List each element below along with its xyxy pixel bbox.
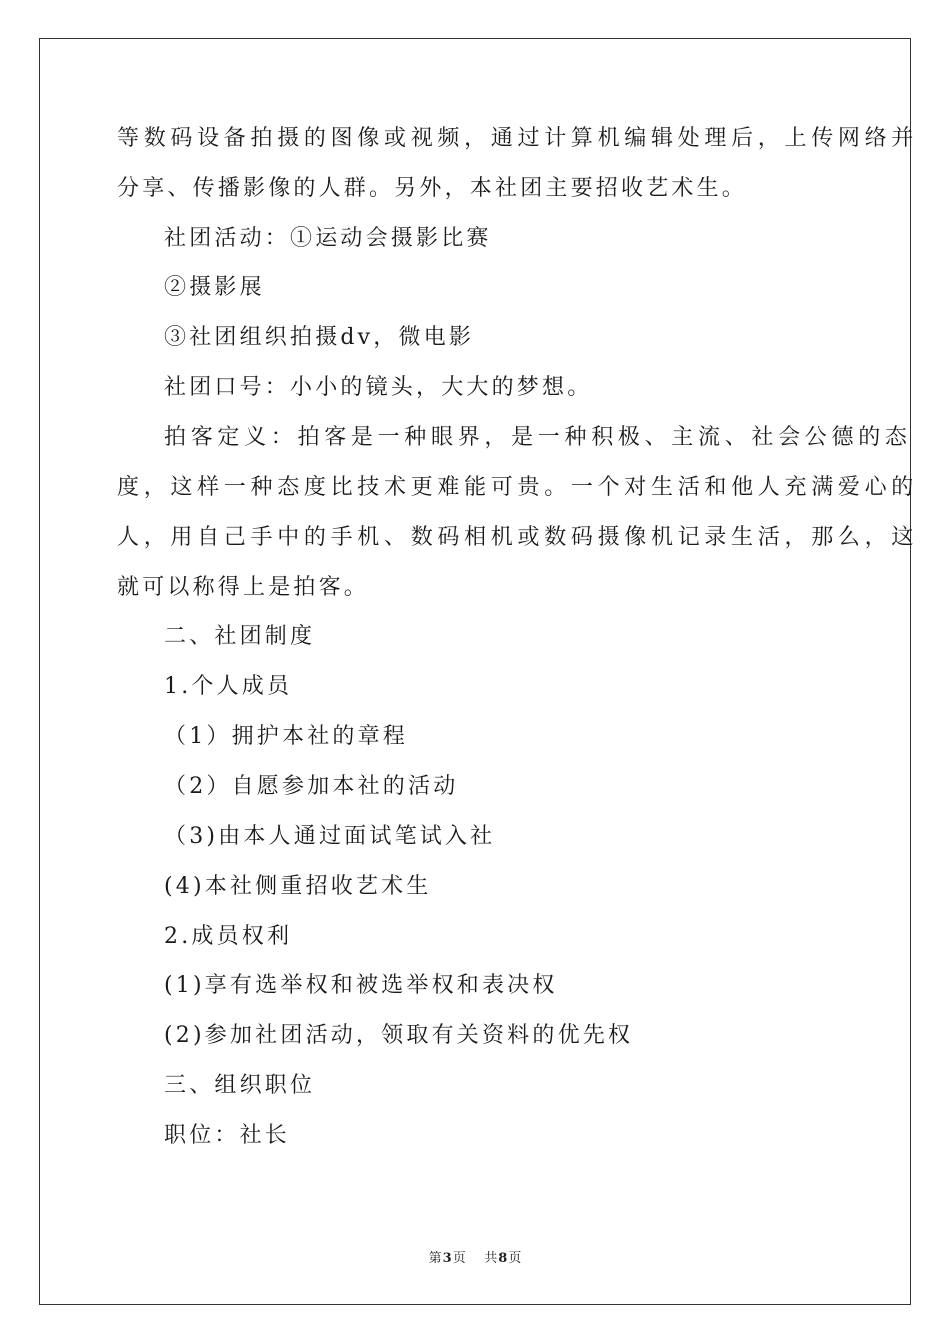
total-prefix: 共 [484, 1251, 498, 1266]
list-item: （1）拥护本社的章程 [164, 724, 408, 749]
section-heading: 二、社团制度 [164, 624, 316, 649]
slogan-line: 社团口号：小小的镜头，大大的梦想。 [164, 375, 593, 400]
paragraph-line: 人，用自己手中的手机、数码相机或数码摄像机记录生活，那么，这 [117, 525, 919, 550]
total-suffix: 页 [508, 1251, 522, 1266]
list-item: （3)由本人通过面试笔试入社 [164, 824, 496, 849]
list-item: (4)本社侧重招收艺术生 [164, 874, 432, 899]
paragraph-line: 分享、传播影像的人群。另外，本社团主要招收艺术生。 [117, 176, 748, 201]
activities-heading: 社团活动：①运动会摄影比赛 [164, 226, 492, 251]
subsection-heading: 2.成员权利 [164, 924, 293, 949]
section-heading: 三、组织职位 [164, 1073, 316, 1098]
position-line: 职位：社长 [164, 1123, 291, 1148]
page-prefix: 第 [428, 1251, 442, 1266]
list-item: (2)参加社团活动，领取有关资料的优先权 [164, 1023, 634, 1048]
subsection-heading: 1.个人成员 [164, 674, 293, 699]
list-item: (1)享有选举权和被选举权和表决权 [164, 973, 558, 998]
activity-item: ②摄影展 [164, 275, 265, 300]
activity-item: ③社团组织拍摄dv，微电影 [164, 325, 475, 350]
page-suffix: 页 [452, 1251, 466, 1266]
definition-line: 拍客定义：拍客是一种眼界，是一种积极、主流、社会公德的态 [164, 425, 912, 450]
page-number: 3 [442, 1251, 452, 1266]
total-pages: 8 [498, 1251, 508, 1266]
paragraph-line: 度，这样一种态度比技术更难能可贵。一个对生活和他人充满爱心的 [117, 475, 919, 500]
paragraph-line: 就可以称得上是拍客。 [117, 575, 370, 600]
page-footer [0, 1247, 950, 1266]
list-item: （2）自愿参加本社的活动 [164, 774, 459, 799]
paragraph-line: 等数码设备拍摄的图像或视频，通过计算机编辑处理后，上传网络并 [117, 126, 919, 151]
